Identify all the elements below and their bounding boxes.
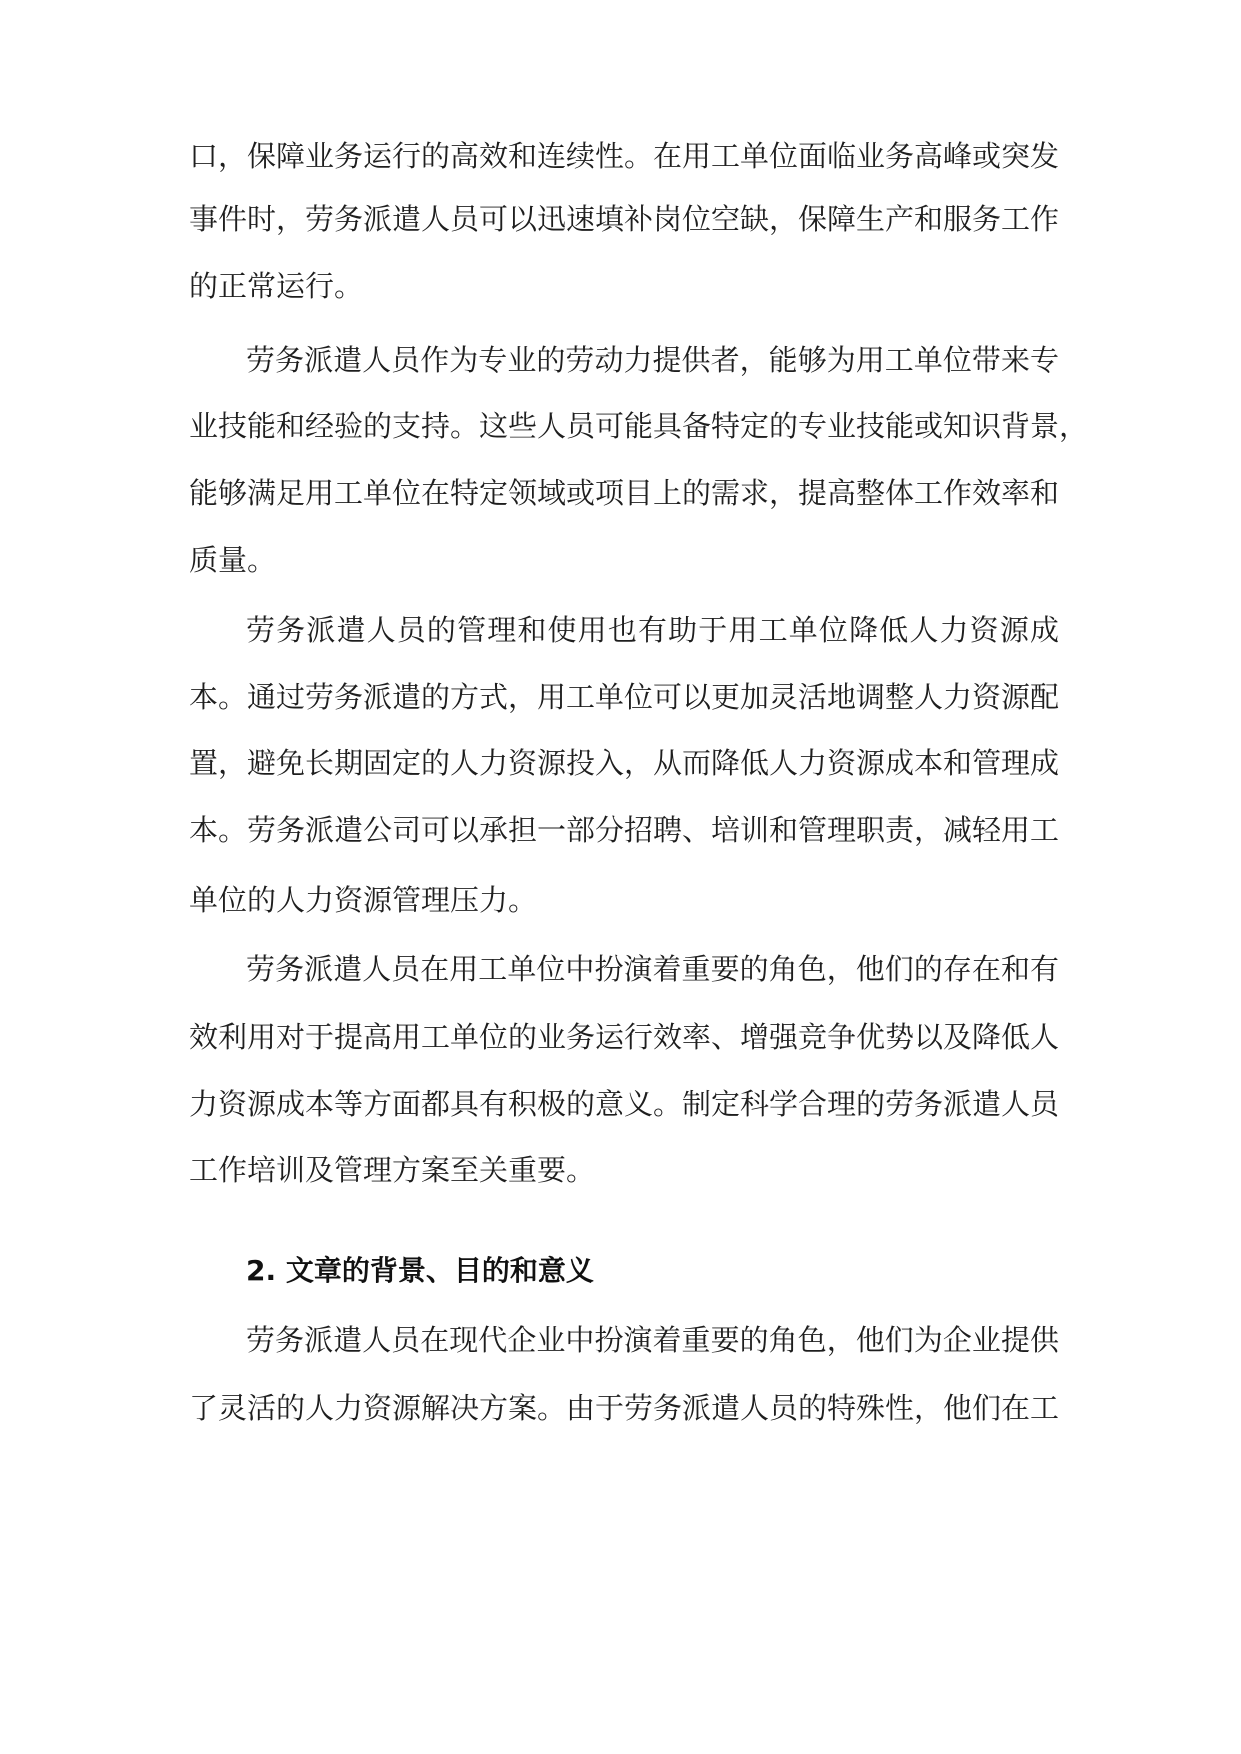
closing-paragraph-line-1: 劳务派遣人员在现代企业中扮演着重要的角色，他们为企业提供 [246, 1323, 1059, 1357]
paragraph-3-line-1: 劳务派遣人员的管理和使用也有助于用工单位降低人力资源成 [246, 613, 1059, 647]
paragraph-4-line-1: 劳务派遣人员在用工单位中扮演着重要的角色，他们的存在和有 [246, 952, 1059, 986]
paragraph-2-line-4: 质量。 [189, 543, 277, 577]
closing-paragraph-line-2: 了灵活的人力资源解决方案。由于劳务派遣人员的特殊性，他们在工 [189, 1391, 1060, 1425]
paragraph-2-line-2: 业技能和经验的支持。这些人员可能具备特定的专业技能或知识背景， [189, 409, 1089, 443]
paragraph-3-line-4: 本。劳务派遣公司可以承担一部分招聘、培训和管理职责，减轻用工 [189, 813, 1060, 847]
paragraph-4-line-2: 效利用对于提高用工单位的业务运行效率、增强竞争优势以及降低人 [189, 1020, 1060, 1054]
paragraph-2-line-3: 能够满足用工单位在特定领域或项目上的需求，提高整体工作效率和 [189, 476, 1060, 510]
paragraph-1-line-3: 的正常运行。 [189, 269, 364, 303]
paragraph-4-line-3: 力资源成本等方面都具有积极的意义。制定科学合理的劳务派遣人员 [189, 1087, 1060, 1121]
paragraph-1-line-2: 事件时，劳务派遣人员可以迅速填补岗位空缺，保障生产和服务工作 [189, 202, 1060, 236]
paragraph-1-line-1: 口，保障业务运行的高效和连续性。在用工单位面临业务高峰或突发 [189, 139, 1060, 173]
paragraph-3-line-3: 置，避免长期固定的人力资源投入，从而降低人力资源成本和管理成 [189, 746, 1060, 780]
paragraph-3-line-2: 本。通过劳务派遣的方式，用工单位可以更加灵活地调整人力资源配 [189, 680, 1060, 714]
paragraph-3-line-5: 单位的人力资源管理压力。 [189, 883, 538, 917]
section-heading: 2. 文章的背景、目的和意义 [246, 1254, 594, 1287]
paragraph-4-line-4: 工作培训及管理方案至关重要。 [189, 1153, 596, 1187]
paragraph-2-line-1: 劳务派遣人员作为专业的劳动力提供者，能够为用工单位带来专 [246, 343, 1059, 377]
